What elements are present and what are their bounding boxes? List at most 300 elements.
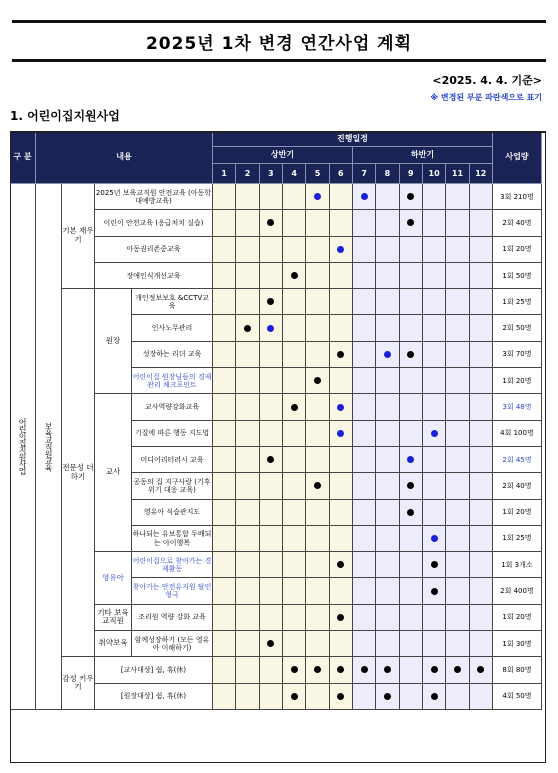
month-cell [306,473,329,499]
schedule-dot [407,219,414,226]
row-volume: 1회 20명 [493,237,542,263]
schedule-dot [244,325,251,332]
month-cell [260,421,283,447]
month-cell [353,237,376,263]
schedule-dot [337,351,344,358]
row-volume: 2회 40명 [493,473,542,499]
group-emotion: 감성 키우기 [62,657,95,710]
month-cell [423,684,446,710]
month-cell [236,315,259,341]
month-cell [423,394,446,420]
schedule-dot [337,693,344,700]
row-content: 찾아가는 안전유지원 탈인형극 [132,578,213,604]
month-cell [446,394,469,420]
month-cell [376,315,399,341]
subgroup-vulnerable: 취약보육 [95,631,132,657]
row-volume: 4회 100명 [493,421,542,447]
month-cell [236,394,259,420]
month-cell [330,184,353,210]
schedule-dot [267,219,274,226]
month-cell [376,210,399,236]
month-cell [423,289,446,315]
month-cell [330,552,353,578]
subgroup-infant: 영유아 [95,552,132,605]
month-cell [260,263,283,289]
row-volume: 2회 400명 [493,578,542,604]
month-cell [470,578,493,604]
month-cell [306,315,329,341]
month-cell [330,578,353,604]
month-cell [353,500,376,526]
row-content: 어린이집으로 찾아가는 경제활동 [132,552,213,578]
month-cell [470,342,493,368]
month-cell [306,552,329,578]
month-cell [213,184,236,210]
month-cell [470,605,493,631]
schedule-dot [314,482,321,489]
schedule-dot [314,193,321,200]
schedule-dot [454,666,461,673]
month-cell [260,237,283,263]
month-cell [236,473,259,499]
header-schedule: 진행일정 [213,131,493,147]
month-cell [306,368,329,394]
month-cell [236,500,259,526]
month-cell [236,552,259,578]
row-content: 이린이 안전교육 (응급처치 실습) [95,210,213,236]
month-cell [213,500,236,526]
row-volume: 1회 3개소 [493,552,542,578]
month-cell [376,342,399,368]
month-cell [306,184,329,210]
month-cell [470,552,493,578]
month-cell [213,210,236,236]
row-volume: 1회 20명 [493,500,542,526]
month-cell [353,315,376,341]
month-cell [260,578,283,604]
month-cell [330,473,353,499]
month-cell [376,184,399,210]
month-cell [213,315,236,341]
month-cell [283,210,306,236]
month-cell [376,605,399,631]
month-cell [330,394,353,420]
month-cell [236,631,259,657]
month-cell [353,684,376,710]
schedule-dot [384,666,391,673]
month-cell [423,631,446,657]
row-volume: 1회 30명 [493,631,542,657]
month-cell [400,447,423,473]
header-month: 5 [306,164,329,184]
row-content: [원장대상] 쉼, 휴(休) [95,684,213,710]
month-cell [283,657,306,683]
month-cell [423,657,446,683]
month-cell [260,184,283,210]
category-level2: 보육교직원교육 [36,184,62,710]
month-cell [376,657,399,683]
month-cell [400,526,423,552]
month-cell [306,289,329,315]
month-cell [423,315,446,341]
month-cell [306,342,329,368]
month-cell [260,684,283,710]
month-cell [260,473,283,499]
month-cell [423,552,446,578]
month-cell [446,315,469,341]
schedule-table [10,131,546,763]
month-cell [283,315,306,341]
month-cell [423,447,446,473]
month-cell [423,184,446,210]
schedule-dot [337,246,344,253]
schedule-dot [407,456,414,463]
month-cell [423,237,446,263]
month-cell [306,421,329,447]
month-cell [400,500,423,526]
month-cell [306,500,329,526]
header-month: 2 [236,164,259,184]
row-volume: 3회 210명 [493,184,542,210]
month-cell [446,605,469,631]
schedule-dot [267,298,274,305]
month-cell [400,289,423,315]
base-date: <2025. 4. 4. 기준> [432,74,542,87]
month-cell [400,210,423,236]
month-cell [353,447,376,473]
month-cell [260,342,283,368]
schedule-dot [291,666,298,673]
month-cell [330,526,353,552]
month-cell [400,237,423,263]
subgroup-other: 기타 보육 교직원 [95,605,132,631]
month-cell [330,657,353,683]
row-volume: 2회 40명 [493,210,542,236]
month-cell [213,657,236,683]
row-content: [교사대상] 쉼, 휴(休) [95,657,213,683]
row-content: 영유아 식습관지도 [132,500,213,526]
month-cell [213,368,236,394]
month-cell [283,605,306,631]
month-cell [306,605,329,631]
row-volume: 1회 25명 [493,526,542,552]
row-volume: 2회 45명 [493,447,542,473]
month-cell [330,315,353,341]
month-cell [423,526,446,552]
month-cell [423,342,446,368]
month-cell [330,684,353,710]
month-cell [283,342,306,368]
month-cell [353,473,376,499]
schedule-dot [384,351,391,358]
month-cell [283,500,306,526]
month-cell [446,500,469,526]
month-cell [213,447,236,473]
row-content: 인사노무관리 [132,315,213,341]
month-cell [330,263,353,289]
row-volume: 3회 70명 [493,342,542,368]
row-content: 조리원 역량 강화 교육 [132,605,213,631]
month-cell [423,500,446,526]
schedule-dot [431,430,438,437]
month-cell [353,368,376,394]
row-volume: 1회 50명 [493,263,542,289]
row-volume: 1회 20명 [493,605,542,631]
month-cell [423,578,446,604]
month-cell [306,578,329,604]
month-cell [400,605,423,631]
row-content: 공동의 집 지구사랑 (기후위기 대응 교육) [132,473,213,499]
month-cell [330,605,353,631]
month-cell [376,473,399,499]
month-cell [236,605,259,631]
month-cell [446,631,469,657]
month-cell [236,578,259,604]
month-cell [306,657,329,683]
month-cell [353,578,376,604]
header-month: 8 [376,164,399,184]
month-cell [376,421,399,447]
row-content: 아동권리존중교육 [95,237,213,263]
month-cell [330,500,353,526]
subgroup-director: 원장 [95,289,132,394]
month-cell [400,578,423,604]
month-cell [470,526,493,552]
month-cell [260,289,283,315]
month-cell [213,342,236,368]
month-cell [236,210,259,236]
month-cell [283,184,306,210]
month-cell [400,394,423,420]
month-cell [260,657,283,683]
month-cell [283,578,306,604]
month-cell [470,368,493,394]
month-cell [213,631,236,657]
row-content: 미디어리터러시 교육 [132,447,213,473]
schedule-dot [337,561,344,568]
month-cell [400,473,423,499]
schedule-dot [407,482,414,489]
month-cell [423,210,446,236]
schedule-dot [267,456,274,463]
month-cell [423,263,446,289]
month-cell [306,394,329,420]
header-gubun: 구 분 [10,131,36,184]
month-cell [353,184,376,210]
month-cell [376,289,399,315]
month-cell [470,210,493,236]
month-cell [423,421,446,447]
month-cell [236,237,259,263]
month-cell [353,657,376,683]
schedule-dot [431,666,438,673]
subgroup-teacher: 교사 [95,394,132,552]
schedule-dot [384,693,391,700]
month-cell [306,237,329,263]
month-cell [446,342,469,368]
month-cell [330,237,353,263]
month-cell [213,473,236,499]
month-cell [283,473,306,499]
change-note: ※ 변경된 부분 파란색으로 표기 [430,93,542,102]
month-cell [213,684,236,710]
header-first-half: 상반기 [213,147,353,164]
month-cell [446,657,469,683]
month-cell [260,605,283,631]
month-cell [330,447,353,473]
month-cell [236,526,259,552]
month-cell [470,184,493,210]
month-cell [470,447,493,473]
schedule-dot [337,666,344,673]
month-cell [353,210,376,236]
month-cell [213,289,236,315]
month-cell [400,315,423,341]
header-month: 3 [260,164,283,184]
header-month: 6 [330,164,353,184]
month-cell [236,447,259,473]
month-cell [260,368,283,394]
month-cell [446,210,469,236]
month-cell [283,394,306,420]
month-cell [283,263,306,289]
month-cell [470,263,493,289]
month-cell [306,631,329,657]
month-cell [260,552,283,578]
header-content: 내용 [36,131,213,184]
month-cell [283,368,306,394]
header-second-half: 하반기 [353,147,493,164]
schedule-dot [431,561,438,568]
month-cell [400,684,423,710]
month-cell [470,631,493,657]
month-cell [423,368,446,394]
month-cell [260,447,283,473]
month-cell [260,315,283,341]
month-cell [353,394,376,420]
month-cell [213,605,236,631]
month-cell [470,657,493,683]
month-cell [283,526,306,552]
month-cell [236,657,259,683]
row-content: 교사역량강화교육 [132,394,213,420]
schedule-dot [337,430,344,437]
month-cell [400,368,423,394]
month-cell [376,237,399,263]
month-cell [446,263,469,289]
month-cell [330,368,353,394]
month-cell [260,526,283,552]
schedule-dot [431,535,438,542]
schedule-dot [407,509,414,516]
month-cell [446,552,469,578]
month-cell [400,631,423,657]
month-cell [213,421,236,447]
month-cell [376,526,399,552]
schedule-dot [477,666,484,673]
month-cell [260,500,283,526]
header-month: 12 [470,164,493,184]
schedule-dot [314,666,321,673]
month-cell [353,342,376,368]
month-cell [376,578,399,604]
month-cell [400,263,423,289]
month-cell [283,631,306,657]
month-cell [236,289,259,315]
schedule-dot [407,351,414,358]
month-cell [283,289,306,315]
month-cell [376,552,399,578]
month-cell [446,368,469,394]
row-content: 함께성장하기 (모든 영유아 이해하기) [132,631,213,657]
header-month: 11 [446,164,469,184]
month-cell [236,184,259,210]
schedule-dot [337,404,344,411]
month-cell [376,631,399,657]
month-cell [236,368,259,394]
month-cell [470,500,493,526]
row-content: 2025년 보육교직원 안전교육 (아동학대예방교육) [95,184,213,210]
schedule-dot [407,193,414,200]
month-cell [400,184,423,210]
schedule-dot [291,404,298,411]
month-cell [446,473,469,499]
month-cell [306,447,329,473]
month-cell [376,263,399,289]
month-cell [446,289,469,315]
row-volume: 1회 25명 [493,289,542,315]
month-cell [446,237,469,263]
month-cell [400,552,423,578]
month-cell [306,684,329,710]
schedule-dot [267,325,274,332]
row-volume: 4회 50명 [493,684,542,710]
month-cell [400,657,423,683]
page-title: 2025년 1차 변경 연간사업 계획 [145,33,413,54]
title-box [12,20,546,62]
month-cell [283,552,306,578]
month-cell [330,631,353,657]
category-level1: 어린이집지원사업 [10,184,36,710]
month-cell [353,605,376,631]
month-cell [306,210,329,236]
row-content: 기질에 따른 행동 지도법 [132,421,213,447]
month-cell [330,289,353,315]
header-month: 9 [400,164,423,184]
month-cell [213,526,236,552]
month-cell [213,552,236,578]
month-cell [376,500,399,526]
month-cell [470,421,493,447]
schedule-dot [291,272,298,279]
group-basic: 기본 재우기 [62,184,95,289]
header-month: 10 [423,164,446,184]
month-cell [376,394,399,420]
month-cell [353,552,376,578]
month-cell [213,578,236,604]
row-content: 성장하는 리더 교육 [132,342,213,368]
schedule-dot [267,640,274,647]
month-cell [353,263,376,289]
month-cell [330,342,353,368]
schedule-dot [291,693,298,700]
month-cell [423,473,446,499]
row-content: 어린이집 원장님들의 경제관리 체크포인트 [132,368,213,394]
row-content: 장애인식개선교육 [95,263,213,289]
header-month: 1 [213,164,236,184]
month-cell [306,526,329,552]
schedule-dot [361,666,368,673]
